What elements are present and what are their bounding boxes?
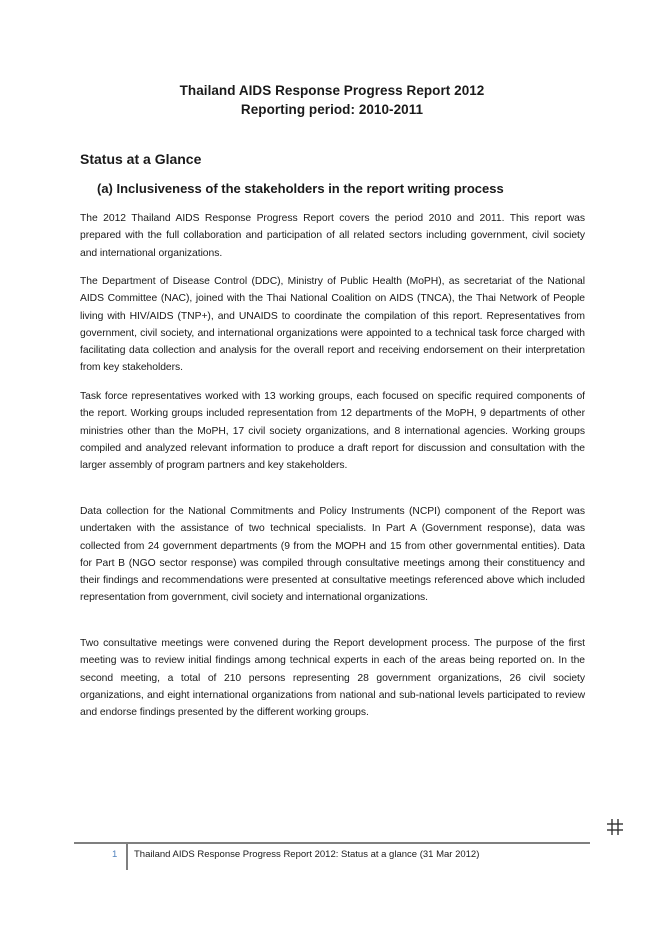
- footer-divider: [126, 844, 128, 870]
- paragraph-4: Data collection for the National Commitments and Policy Instruments (NCPI) component of the Report was undertaken with the assistance of two technical specialists. In Part A (Government response), data was collected from 24 government departments (9 from the MOPH and 15 from other governmental entities). Data for Part B (NGO sector response) was compiled through consultative meetings among their constituency and their findings and recommendations were presented at consultative meetings referenced above which included representation from government, civil society and international organizations.: [80, 506, 585, 604]
- hash-mark-icon: [606, 818, 624, 836]
- paragraph-2: The Department of Disease Control (DDC), Ministry of Public Health (MoPH), as secretariat of the National AIDS Committee (NAC), joined with the Thai National Coalition on AIDS (TNCA), the Thai Network of People living with HIV/AIDS (TNP+), and UNAIDS to coordinate the compilation of this report. Representatives from government, civil society, and international organizations were appointed to a technical task force charged with facilitating data collection and analysis for the overall report and receiving endorsement on their interpretation from key stakeholders.: [80, 276, 585, 374]
- reporting-period: Reporting period: 2010-2011: [240, 102, 424, 117]
- paragraph-1: The 2012 Thailand AIDS Response Progress Report covers the period 2010 and 2011. This report was prepared with the full collaboration and participation of all related sectors including government, civil society and international organizations.: [80, 213, 585, 259]
- report-title: Thailand AIDS Response Progress Report 2012: [179, 83, 485, 98]
- section-heading: Status at a Glance: [80, 151, 202, 167]
- subsection-heading: (a) Inclusiveness of the stakeholders in the report writing process: [97, 181, 504, 196]
- footer-rule: [74, 842, 590, 844]
- page-number: 1: [112, 849, 118, 860]
- paragraph-5: Two consultative meetings were convened during the Report development process. The purpose of the first meeting was to review initial findings among technical experts in each of the areas being reported on. In the second meeting, a total of 210 persons representing 28 government organizations, 26 civil society organizations, and eight international organizations from national and sub-national levels participated to review and endorse findings presented by the different working groups.: [80, 638, 585, 719]
- paragraph-3: Task force representatives worked with 13 working groups, each focused on specific required components of the report. Working groups included representation from 12 departments of the MoPH, 9 departments of other ministries other than the MoPH, 17 civil society organizations, and 8 international agencies. Working groups compiled and analyzed relevant information to produce a draft report for discussion and consultation with the larger assembly of program partners and key stakeholders.: [80, 391, 585, 472]
- footer-text: Thailand AIDS Response Progress Report 2012: Status at a glance (31 Mar 2012): [134, 849, 480, 860]
